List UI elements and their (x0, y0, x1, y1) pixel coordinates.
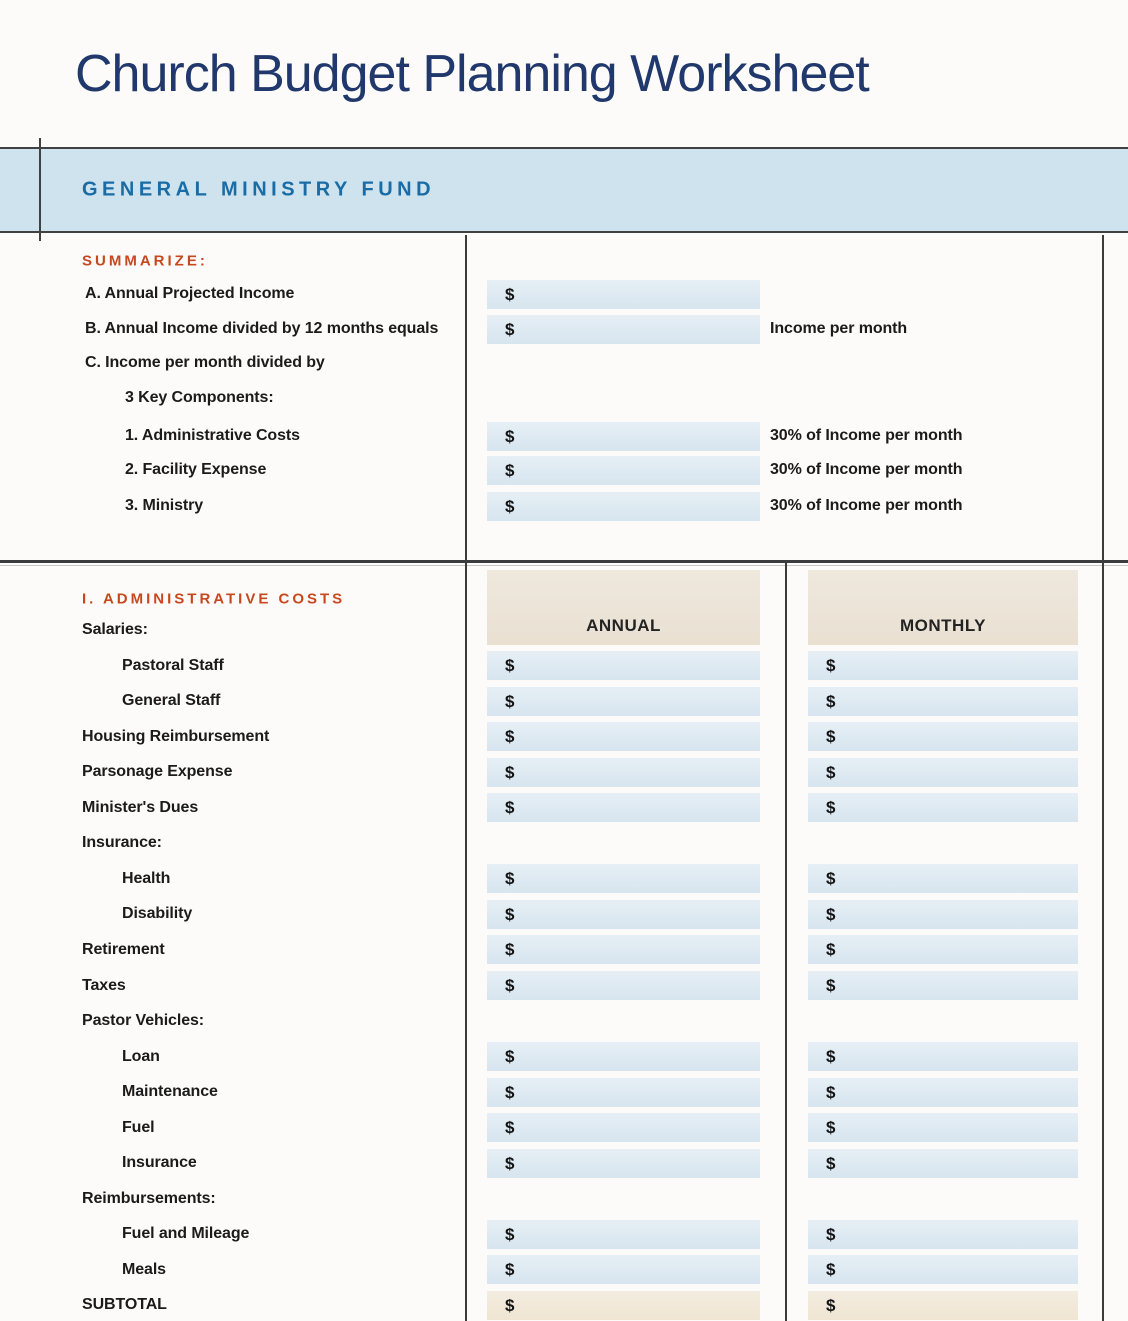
annual-amount-field[interactable] (487, 1078, 760, 1107)
dollar-sign: $ (505, 460, 515, 480)
monthly-amount-field[interactable] (808, 1042, 1078, 1071)
summarize-row-label: 3 Key Components: (125, 389, 274, 406)
monthly-amount-field[interactable] (808, 1149, 1078, 1178)
summarize-row-suffix: 30% of Income per month (770, 497, 963, 514)
dollar-sign: $ (505, 426, 515, 446)
summarize-row-label: 1. Administrative Costs (125, 427, 300, 444)
dollar-sign: $ (505, 798, 515, 818)
dollar-sign: $ (826, 976, 836, 995)
table-row-label: Health (122, 869, 171, 887)
dollar-sign: $ (505, 1153, 515, 1173)
dollar-sign: $ (505, 1260, 515, 1280)
table-row-label: Retirement (82, 940, 165, 958)
monthly-amount-field[interactable] (808, 1291, 1078, 1320)
summarize-amount-field[interactable] (487, 456, 760, 485)
summarize-amount-field[interactable] (487, 315, 760, 344)
monthly-column-header: MONTHLY (808, 570, 1078, 645)
table-row-label: Insurance (122, 1154, 197, 1172)
monthly-amount-field[interactable] (808, 971, 1078, 1000)
summarize-row-suffix: Income per month (770, 320, 908, 337)
annual-amount-field[interactable] (487, 687, 760, 716)
dollar-sign: $ (505, 762, 515, 782)
monthly-amount-field[interactable] (808, 758, 1078, 787)
dollar-sign: $ (505, 869, 515, 889)
section-band-title: GENERAL MINISTRY FUND (82, 178, 436, 201)
dollar-sign: $ (505, 940, 515, 960)
summarize-heading: SUMMARIZE: (82, 252, 208, 270)
table-row-label: Salaries: (82, 621, 148, 638)
annual-amount-field[interactable] (487, 793, 760, 822)
table-row-label: Pastor Vehicles: (82, 1012, 205, 1030)
dollar-sign: $ (826, 762, 836, 782)
dollar-sign: $ (826, 904, 836, 924)
dollar-sign: $ (505, 496, 515, 516)
section-divider-shadow-line (0, 565, 1128, 566)
annual-amount-field[interactable] (487, 864, 760, 893)
table-row-label: Fuel (122, 1118, 155, 1136)
monthly-amount-field[interactable] (808, 900, 1078, 929)
table-row-label: Maintenance (122, 1083, 218, 1101)
dollar-sign: $ (826, 727, 836, 747)
monthly-amount-field[interactable] (808, 687, 1078, 716)
dollar-sign: $ (505, 727, 515, 747)
monthly-amount-field[interactable] (808, 722, 1078, 751)
annual-amount-field[interactable] (487, 900, 760, 929)
summarize-amount-field[interactable] (487, 492, 760, 521)
dollar-sign: $ (505, 1082, 515, 1102)
annual-amount-field[interactable] (487, 758, 760, 787)
table-row-label: Reimbursements: (82, 1189, 216, 1207)
subtotal-label: SUBTOTAL (82, 1296, 167, 1314)
summarize-amount-field[interactable] (487, 280, 760, 309)
annual-amount-field[interactable] (487, 722, 760, 751)
annual-amount-field[interactable] (487, 1220, 760, 1249)
summarize-row-label: 3. Ministry (125, 497, 204, 514)
summarize-row-label: A. Annual Projected Income (85, 285, 295, 302)
table-row-label: Housing Reimbursement (82, 727, 270, 745)
dollar-sign: $ (505, 656, 515, 676)
annual-amount-field[interactable] (487, 1255, 760, 1284)
table-annual-monthly-divider (785, 563, 787, 1321)
annual-amount-field[interactable] (487, 651, 760, 680)
dollar-sign: $ (826, 1153, 836, 1173)
dollar-sign: $ (826, 798, 836, 818)
monthly-amount-field[interactable] (808, 1113, 1078, 1142)
annual-column-header: ANNUAL (487, 570, 760, 645)
dollar-sign: $ (826, 869, 836, 889)
dollar-sign: $ (505, 904, 515, 924)
annual-amount-field[interactable] (487, 935, 760, 964)
table-row-label: Pastoral Staff (122, 656, 224, 674)
section-band (0, 147, 1128, 233)
table-row-label: Parsonage Expense (82, 763, 233, 781)
annual-amount-field[interactable] (487, 1042, 760, 1071)
dollar-sign: $ (826, 1224, 836, 1244)
annual-amount-field[interactable] (487, 1149, 760, 1178)
summarize-row-suffix: 30% of Income per month (770, 427, 963, 444)
table-left-column-divider (465, 563, 467, 1321)
table-row-label: Meals (122, 1260, 166, 1278)
table-right-border (1102, 235, 1104, 1321)
annual-amount-field[interactable] (487, 1291, 760, 1320)
dollar-sign: $ (505, 1047, 515, 1067)
monthly-amount-field[interactable] (808, 793, 1078, 822)
monthly-amount-field[interactable] (808, 1220, 1078, 1249)
dollar-sign: $ (505, 691, 515, 711)
dollar-sign: $ (505, 1224, 515, 1244)
monthly-amount-field[interactable] (808, 651, 1078, 680)
monthly-amount-field[interactable] (808, 1078, 1078, 1107)
band-left-tick-line (39, 138, 41, 241)
annual-amount-field[interactable] (487, 971, 760, 1000)
table-row-label: Minister's Dues (82, 798, 199, 816)
summarize-row-suffix: 30% of Income per month (770, 461, 963, 478)
section-divider-line (0, 560, 1128, 563)
dollar-sign: $ (826, 1082, 836, 1102)
table-row-label: Insurance: (82, 834, 162, 852)
summarize-row-label: 2. Facility Expense (125, 461, 267, 478)
dollar-sign: $ (505, 1295, 515, 1315)
dollar-sign: $ (826, 1118, 836, 1138)
table-row-label: Taxes (82, 976, 126, 994)
table-row-label: General Staff (122, 692, 221, 710)
monthly-amount-field[interactable] (808, 935, 1078, 964)
summarize-row-label: B. Annual Income divided by 12 months equals (85, 320, 439, 337)
table-row-label: Loan (122, 1047, 160, 1065)
dollar-sign: $ (826, 1295, 836, 1315)
monthly-amount-field[interactable] (808, 1255, 1078, 1284)
summarize-row-label: C. Income per month divided by (85, 354, 325, 371)
summarize-amount-field[interactable] (487, 422, 760, 451)
page-title: Church Budget Planning Worksheet (75, 45, 869, 103)
dollar-sign: $ (826, 1047, 836, 1067)
dollar-sign: $ (505, 319, 515, 339)
dollar-sign: $ (505, 976, 515, 995)
dollar-sign: $ (505, 284, 515, 304)
dollar-sign: $ (826, 1260, 836, 1280)
table-row-label: Disability (122, 905, 193, 923)
table-row-label: Fuel and Mileage (122, 1225, 250, 1243)
dollar-sign: $ (505, 1118, 515, 1138)
annual-amount-field[interactable] (487, 1113, 760, 1142)
monthly-amount-field[interactable] (808, 864, 1078, 893)
admin-costs-heading: I. ADMINISTRATIVE COSTS (82, 590, 346, 608)
dollar-sign: $ (826, 656, 836, 676)
summarize-column-divider (465, 235, 467, 561)
dollar-sign: $ (826, 940, 836, 960)
dollar-sign: $ (826, 691, 836, 711)
